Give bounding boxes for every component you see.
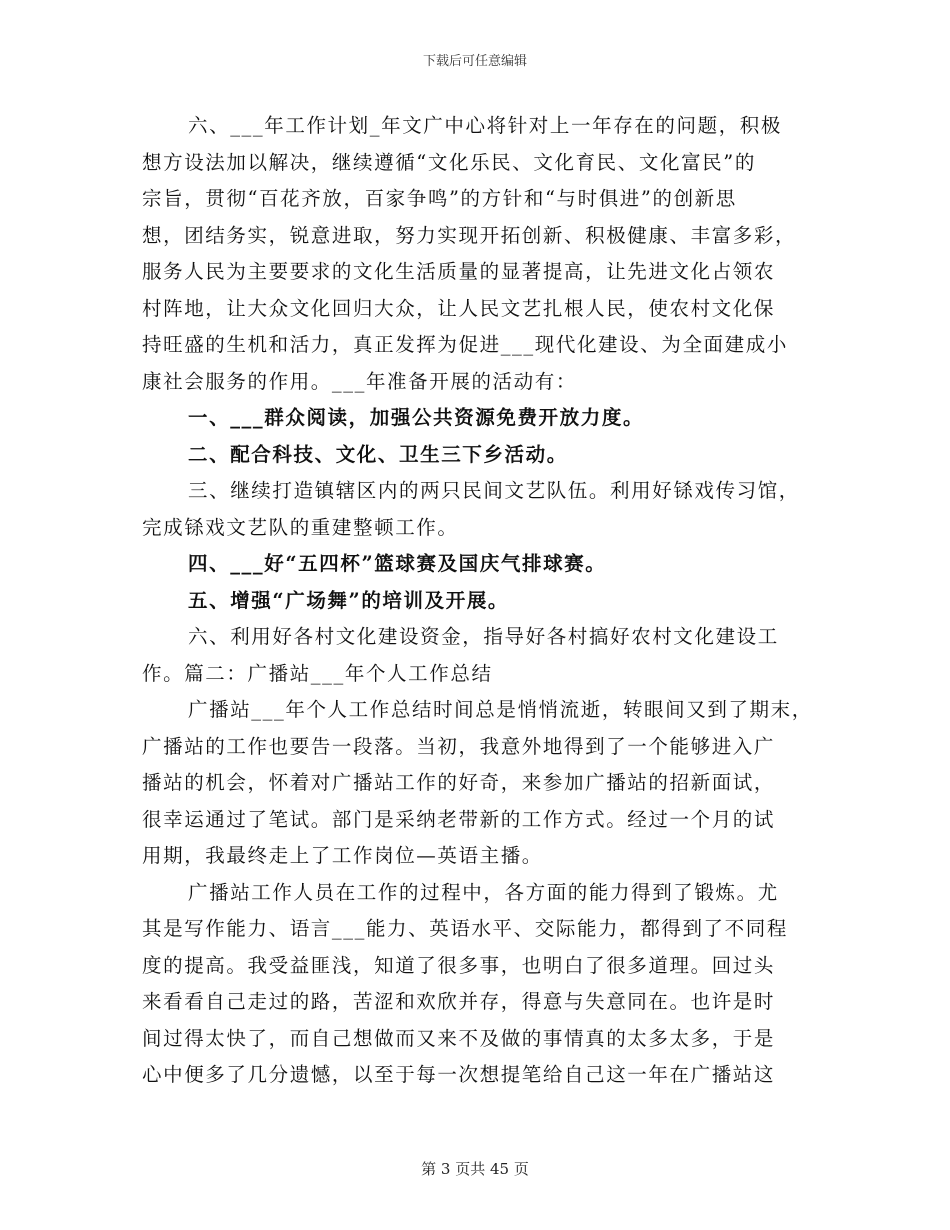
text-line: 用期，我最终走上了工作岗位—英语主播。 — [142, 844, 543, 867]
text-line: 广播站的工作也要告一段落。当初，我意外地得到了一个能够进入广 — [142, 734, 776, 758]
text-line: 服务人民为主要要求的文化生活质量的显著提高，让先进文化占领农 — [142, 260, 776, 283]
text-line: 间过得太快了，而自己想做而又来不及做的事情真的太多太多，于是 — [142, 1026, 776, 1050]
text-line: 想方设法加以解决，继续遵循“文化乐民、文化育民、文化富民”的 — [142, 150, 756, 174]
text-line: 度的提高。我受益匪浅，知道了很多事，也明白了很多道理。回过头 — [142, 953, 776, 977]
text-line: 广播站___年个人工作总结时间总是悄悄流逝，转眼间又到了期末， — [188, 698, 813, 721]
text-line: 村阵地，让大众文化回归大众，让人民文艺扎根人民，使农村文化保 — [142, 296, 776, 320]
text-line: 想，团结务实，锐意进取，努力实现开拓创新、积极健康、丰富多彩， — [142, 223, 797, 247]
text-line: 播站的机会，怀着对广播站工作的好奇，来参加广播站的招新面试， — [142, 771, 776, 794]
text-line: 作。篇二：广播站___年个人工作总结 — [142, 661, 493, 685]
text-line: 二、配合科技、文化、卫生三下乡活动。 — [188, 442, 568, 466]
text-line: 六、利用好各村文化建设资金，指导好各村搞好农村文化建设工 — [188, 625, 779, 648]
text-line: 宗旨，贯彻“百花齐放，百家争鸣”的方针和“与时俱进”的创新思 — [142, 187, 737, 210]
text-line: 一、___群众阅读，加强公共资源免费开放力度。 — [188, 406, 645, 429]
text-line: 完成铩戏文艺队的重建整顿工作。 — [142, 515, 459, 539]
text-line: 很幸运通过了笔试。部门是采纳老带新的工作方式。经过一个月的试 — [142, 807, 776, 831]
text-line: 五、增强“广场舞”的培训及开展。 — [188, 588, 510, 612]
text-line: 康社会服务的作用。___年准备开展的活动有： — [142, 369, 577, 393]
text-line: 三、继续打造镇辖区内的两只民间文艺队伍。利用好铩戏传习馆， — [188, 479, 800, 502]
document-body — [142, 108, 822, 1094]
text-line: 其是写作能力、语言___能力、英语水平、交际能力，都得到了不同程 — [142, 917, 788, 940]
text-line: 六、___年工作计划_年文广中心将针对上一年存在的问题，积极 — [188, 114, 783, 137]
page-header: 下载后可任意编辑 — [422, 54, 527, 69]
text-line: 广播站工作人员在工作的过程中，各方面的能力得到了锻炼。尤 — [188, 880, 779, 904]
text-line: 来看看自己走过的路，苦涩和欢欣并存，得意与失意同在。也许是时 — [142, 990, 776, 1013]
text-line: 持旺盛的生机和活力，真正发挥为促进___现代化建设、为全面建成小 — [142, 333, 788, 356]
text-line: 四、___好“五四杯”篮球赛及国庆气排球赛。 — [188, 552, 607, 575]
text-line: 心中便多了几分遗憾，以至于每一次想提笔给自己这一年在广播站这 — [142, 1063, 776, 1086]
page-footer: 第 3 页共 45 页 — [421, 1160, 529, 1178]
